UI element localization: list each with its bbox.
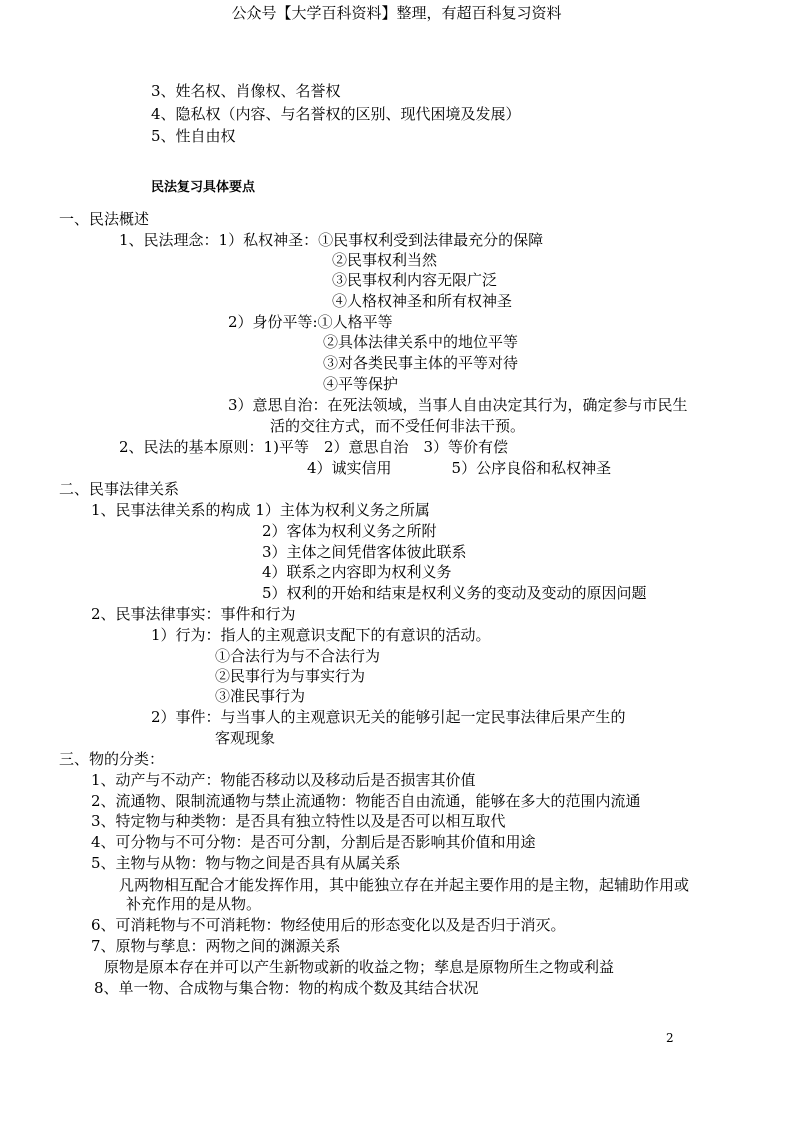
list-item: ③准民事行为 (215, 687, 306, 705)
list-item: 2）事件：与当事人的主观意识无关的能够引起一定民事法律后果产生的 (151, 708, 626, 726)
list-item: 4、可分物与不可分物：是否可分割，分割后是否影响其价值和用途 (91, 833, 536, 851)
list-item: 8、单一物、合成物与集合物：物的构成个数及其结合状况 (94, 979, 479, 997)
list-item: 5）权利的开始和结束是权利义务的变动及变动的原因问题 (262, 584, 647, 602)
list-item: ②民事权利当然 (332, 251, 438, 269)
list-item: 4、隐私权（内容、与名誉权的区别、现代困境及发展） (151, 105, 521, 123)
page-header: 公众号【大学百科资料】整理，有超百科复习资料 (231, 4, 562, 22)
list-item: 7、原物与孳息：两物之间的渊源关系 (91, 937, 341, 955)
list-item: 3、特定物与种类物：是否具有独立特性以及是否可以相互取代 (91, 812, 506, 830)
list-item: 1、动产与不动产：物能否移动以及移动后是否损害其价值 (91, 771, 476, 789)
list-item: 活的交往方式，而不受任何非法干预。 (270, 417, 526, 435)
section-title: 一、民法概述 (59, 210, 150, 228)
list-item: 2、民法的基本原则：1)平等 2）意思自治 3）等价有偿 (119, 438, 509, 456)
list-item: 4）联系之内容即为权利义务 (262, 563, 452, 581)
list-item: ②民事行为与事实行为 (215, 667, 366, 685)
paragraph-line: 凡两物相互配合才能发挥作用，其中能独立存在并起主要作用的是主物，起辅助作用或 (119, 876, 690, 894)
section-title: 三、物的分类： (59, 750, 165, 768)
list-item: 3、姓名权、肖像权、名誉权 (151, 82, 341, 100)
list-item: 2）身份平等:①人格平等 (228, 313, 393, 331)
paragraph-line: 原物是原本存在并可以产生新物或新的收益之物；孳息是原物所生之物或利益 (104, 958, 615, 976)
list-item: ①合法行为与不合法行为 (215, 647, 381, 665)
list-item: 3）主体之间凭借客体彼此联系 (262, 543, 467, 561)
list-item: ③民事权利内容无限广泛 (332, 271, 498, 289)
list-item: ③对各类民事主体的平等对待 (323, 354, 519, 372)
list-item: 2）客体为权利义务之所附 (262, 522, 437, 540)
section-subheading: 民法复习具体要点 (151, 180, 256, 195)
page-number: 2 (666, 1031, 674, 1045)
section-title: 二、民事法律关系 (59, 480, 180, 498)
list-item: 5、性自由权 (151, 127, 236, 145)
list-item: 1、民法理念：1）私权神圣：①民事权利受到法律最充分的保障 (119, 231, 544, 249)
paragraph-line: 补充作用的是从物。 (126, 895, 262, 913)
list-item: 5、主物与从物：物与物之间是否具有从属关系 (91, 854, 401, 872)
list-item: 1、民事法律关系的构成 1）主体为权利义务之所属 (91, 501, 430, 519)
list-item: 6、可消耗物与不可消耗物：物经使用后的形态变化以及是否归于消灭。 (91, 916, 566, 934)
list-item: 客观现象 (215, 729, 276, 747)
list-item: ②具体法律关系中的地位平等 (323, 333, 519, 351)
list-item: 3）意思自治：在死法领域，当事人自由决定其行为，确定参与市民生 (228, 396, 688, 414)
list-item: ④人格权神圣和所有权神圣 (332, 292, 513, 310)
list-item: 4）诚实信用 5）公序良俗和私权神圣 (307, 459, 612, 477)
list-item: 2、流通物、限制流通物与禁止流通物：物能否自由流通，能够在多大的范围内流通 (91, 792, 641, 810)
list-item: 2、民事法律事实：事件和行为 (91, 605, 296, 623)
list-item: 1）行为：指人的主观意识支配下的有意识的活动。 (151, 626, 491, 644)
list-item: ④平等保护 (323, 375, 399, 393)
